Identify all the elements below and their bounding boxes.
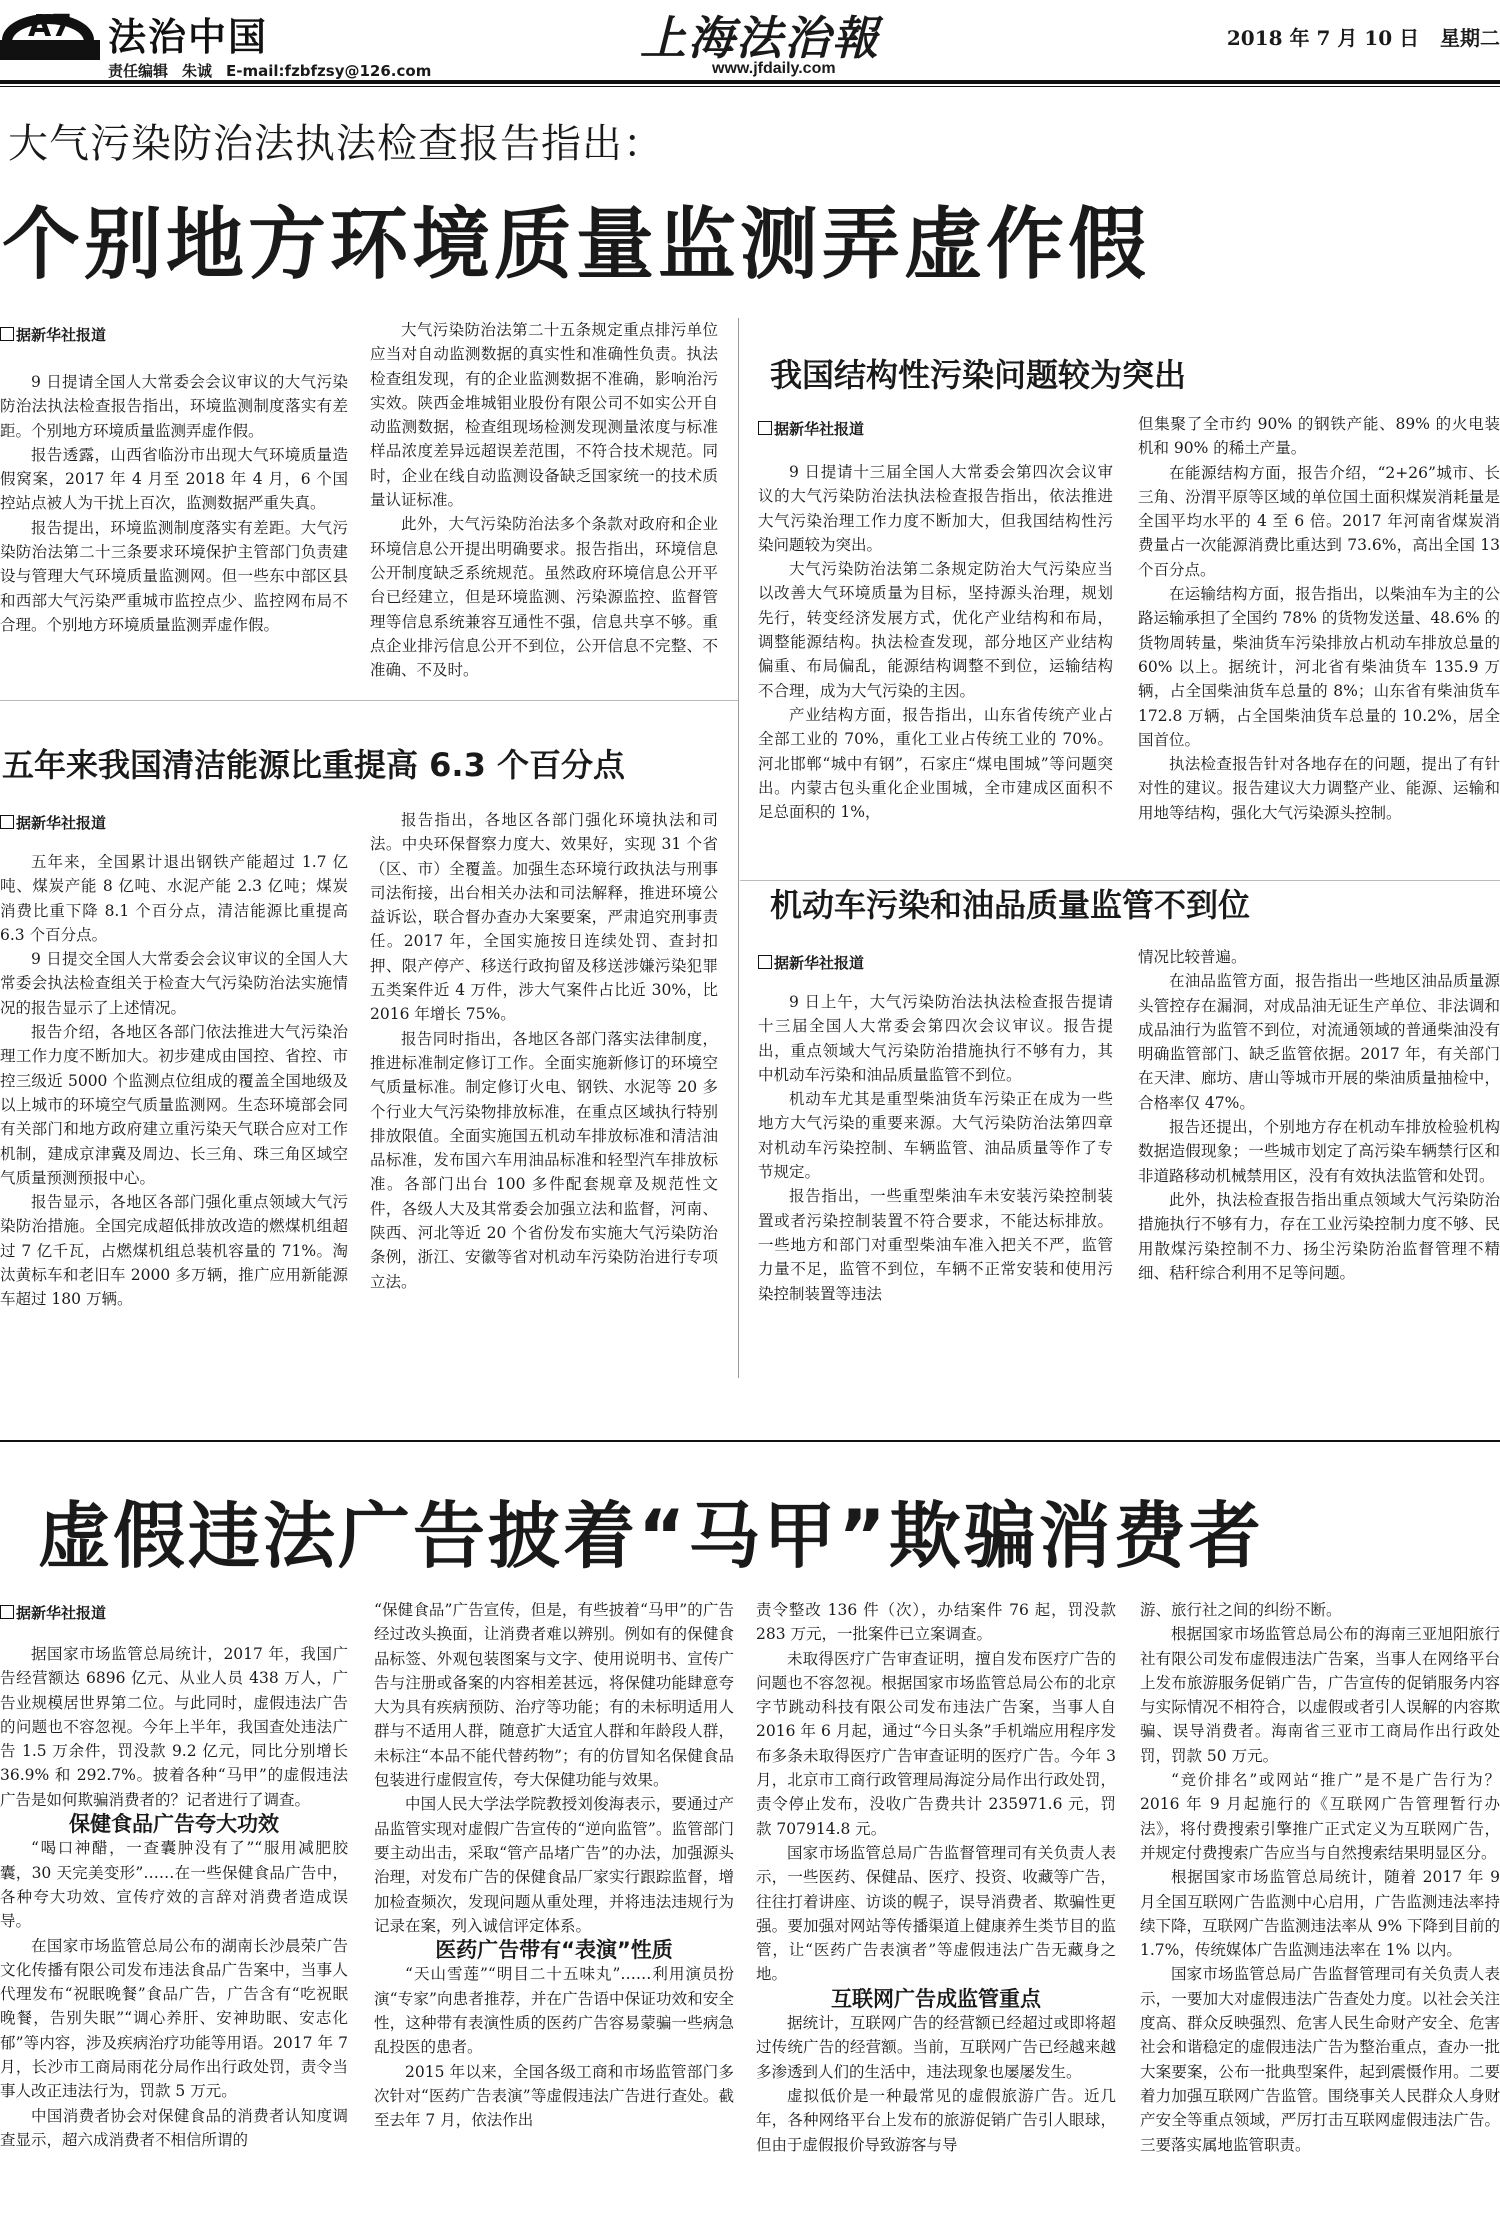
story1-kicker: 大气污染防治法执法检查报告指出：	[8, 121, 664, 167]
story3-byline: 据新华社报道	[0, 812, 106, 833]
paragraph: “保健食品”广告宣传，但是，有些披着“马甲”的广告经过改头换面，让消费者难以辨别。例如有的保健食品标签、外观包装图案与文字、使用说明书、宣传广告与注册或备案的内容相差甚远，将保健功能肆意夸大为具有疾病预防、治疗等功能；有的未标明适用人群与不适用人群，随意扩大适宜人群和年龄段人群，未标注“本品不能代替药物”；有的仿冒知名保健食品包装进行虚假宣传，夸大保健功能与效果。	[374, 1601, 734, 1790]
story5-byline: 据新华社报道	[0, 1602, 106, 1623]
masthead-rule-thin	[0, 86, 1500, 87]
story5-column-4	[1140, 1598, 1500, 2227]
story2-byline: 据新华社报道	[758, 418, 864, 439]
story5-column-3	[756, 1598, 1116, 2227]
story4-byline: 据新华社报道	[758, 952, 864, 973]
story-separator	[0, 700, 738, 701]
paragraph: 9 日提交全国人大常委会会议审议的全国人大常委会执法检查组关于检查大气污染防治法实施情况的报告显示了上述情况。	[0, 950, 348, 1017]
story5-column-2	[374, 1598, 734, 2227]
story2-column-2	[1138, 412, 1500, 880]
story4-headline: 机动车污染和油品质量监管不到位	[770, 886, 1251, 924]
story4-column-1	[758, 990, 1113, 1365]
story2-headline: 我国结构性污染问题较为突出	[770, 356, 1187, 394]
masthead-rule	[0, 80, 1500, 84]
story2-column-1	[758, 460, 1113, 880]
paragraph: 报告指出，各地区各部门强化环境执法和司法。中央环保督察力度大、效果好，实现 31 个省（区、市）全覆盖。加强生态环境行政执法与刑事司法衔接，出台相关办法和司法解释，推进环境公益诉讼，联合督办查办大案要案，严肃追究刑事责任。2017 年，全国实施按日连续处罚、查封扣押、限产停产、移送行政拘留及移送涉嫌污染犯罪五类案件近 4 万件，涉大气案件占比近 30%，比 2016 年增长 75%。	[370, 811, 718, 1024]
paragraph: 9 日提请十三届全国人大常委会第四次会议审议的大气污染防治法执法检查报告指出，依法推进大气污染治理工作力度不断加大，但我国结构性污染问题较为突出。	[758, 463, 1113, 554]
paragraph: 在运输结构方面，报告指出，以柴油车为主的公路运输承担了全国约 78% 的货物发送量、48.6% 的货物周转量，柴油货车污染排放占机动车排放总量的 60% 以上。据统计，河北省有柴油货车 135.9 万辆，占全国柴油货车总量的 8%；山东省有柴油货车 172.8 万辆，占全国柴油货车总量的 10.2%，居全国首位。	[1138, 585, 1500, 749]
paragraph: 大气污染防治法第二十五条规定重点排污单位应当对自动监测数据的真实性和准确性负责。执法检查组发现，有的企业监测数据不准确，影响治污实效。陕西金堆城钼业股份有限公司不如实公开自动监测数据，检查组现场检测发现测量浓度与标准样品浓度差异远超误差范围，不符合技术规范。同时，企业在线自动监测设备缺乏国家统一的技术质量认证标准。	[370, 321, 718, 510]
paragraph: 但集聚了全市约 90% 的钢铁产能、89% 的火电装机和 90% 的稀土产量。	[1138, 415, 1500, 458]
story5-subhead-2: 医药广告带有“表演”性质	[435, 1938, 673, 1963]
editor-label: 责任编辑	[108, 62, 169, 80]
paragraph: 在油品监管方面，报告指出一些地区油品质量源头管控存在漏洞，对成品油无证生产单位、非法调和成品油行为监管不到位，对流通领域的普通柴油没有明确监管部门、缺乏监管依据。2017 年，有关部门在天津、廊坊、唐山等城市开展的柴油质量抽检中，合格率仅 47%。	[1138, 972, 1500, 1112]
story5-headline: 虚假违法广告披着“马甲”欺骗消费者	[38, 1494, 1264, 1578]
paragraph: 责令整改 136 件（次），办结案件 76 起，罚没款 283 万元，一批案件已立案调查。	[756, 1601, 1116, 1644]
story3-column-2	[370, 808, 718, 1350]
section-name: 法治中国	[108, 15, 269, 59]
paragraph: 报告介绍，各地区各部门依法推进大气污染治理工作力度不断加大。初步建成由国控、省控、市控三级近 5000 个监测点位组成的覆盖全国地级及以上城市的环境空气质量监测网。生态环境部会同有关部门和地方政府建立重污染天气联合应对工作机制，建成京津冀及周边、长三角、珠三角区域空气质量预测预报中心。	[0, 1023, 348, 1187]
paragraph: 报告指出，一些重型柴油车未安装污染控制装置或者污染控制装置不符合要求，不能达标排放。一些地方和部门对重型柴油车准入把关不严，监管力量不足，监管不到位，车辆不正常安装和使用污染控制装置等违法	[758, 1187, 1113, 1303]
story-separator	[0, 1440, 1500, 1442]
paragraph: “天山雪莲”“明目二十五味丸”……利用演员扮演“专家”向患者推荐，并在广告语中保证功效和安全性，这种带有表演性质的医药广告容易蒙骗一些病急乱投医的患者。	[374, 1965, 734, 2057]
editor-name: 朱诚	[182, 62, 213, 80]
paragraph: “喝口神醋，一查囊肿没有了”“服用减肥胶囊，30 天完美变形”……在一些保健食品广告中，各种夸大功效、宣传疗效的言辞对消费者造成误导。	[0, 1839, 348, 1931]
issue-date: 2018 年 7 月 10 日	[1226, 26, 1420, 50]
paragraph: 报告透露，山西省临汾市出现大气环境质量造假窝案，2017 年 4 月至 2018 年 4 月，6 个国控站点被人为干扰上百次，监测数据严重失真。	[0, 445, 348, 513]
story5-subhead-3: 互联网广告成监管重点	[831, 1986, 1041, 2011]
issue-weekday: 星期二	[1440, 26, 1500, 50]
paragraph: 根据国家市场监管总局统计，随着 2017 年 9 月全国互联网广告监测中心启用，广告监测违法率持续下降，互联网广告监测违法率从 9% 下降到目前的 1.7%，传统媒体广告监测违法率在 1% 以内。	[1140, 1868, 1500, 1960]
paragraph: 在国家市场监管总局公布的湖南长沙晨荣广告文化传播有限公司发布违法食品广告案中，当事人代理发布“祝眠晚餐”食品广告，广告含有“吃祝眠晚餐，告别失眠”“调心养肝、安神助眠、安志化郁”等内容，涉及疾病治疗功能等用语。2017 年 7 月，长沙市工商局雨花分局作出行政处罚，责令当事人改正违法行为，罚款 5 万元。	[0, 1936, 348, 2101]
page-number-badge	[0, 0, 100, 60]
editor-email: E-mail:fzbfzsy@126.com	[226, 62, 432, 80]
paragraph: 游、旅行社之间的纠纷不断。	[1140, 1601, 1342, 1619]
paragraph: 在能源结构方面，报告介绍，“2+26”城市、长三角、汾渭平原等区域的单位国土面积煤炭消耗量是全国平均水平的 4 至 6 倍。2017 年河南省煤炭消费量占一次能源消费比重达到 73.6%，高出全国 13 个百分点。	[1138, 463, 1500, 579]
paragraph: 五年来，全国累计退出钢铁产能超过 1.7 亿吨、煤炭产能 8 亿吨、水泥产能 2.3 亿吨；煤炭消费比重下降 8.1 个百分点，清洁能源比重提高 6.3 个百分点。	[0, 853, 348, 944]
paragraph: 根据国家市场监管总局公布的海南三亚旭阳旅行社有限公司发布虚假违法广告案，当事人在网络平台上发布旅游服务促销广告，广告宣传的促销服务内容与实际情况不相符合，以虚假或者引人误解的内容欺骗、误导消费者。海南省三亚市工商局作出行政处罚，罚款 50 万元。	[1140, 1625, 1500, 1765]
paragraph: 虚拟低价是一种最常见的虚假旅游广告。近几年，各种网络平台上发布的旅游促销广告引人眼球，但由于虚假报价导致游客与导	[756, 2086, 1116, 2154]
paragraph: 未取得医疗广告审查证明，擅自发布医疗广告的问题也不容忽视。根据国家市场监管总局公布的北京字节跳动科技有限公司发布违法广告案，当事人自 2016 年 6 月起，通过“今日头条”手机端应用程序发布多条未取得医疗广告审查证明的医疗广告。今年 3 月，北京市工商行政管理局海淀分局作出行政处罚，责令停止发布，没收广告费共计 235971.6 元，罚款 707914.8 元。	[756, 1649, 1116, 1838]
paragraph: 情况比较普遍。	[1138, 948, 1247, 966]
paragraph: 报告还提出，个别地方存在机动车排放检验机构数据造假现象；一些城市划定了高污染车辆禁行区和非道路移动机械禁用区，没有有效执法监管和处罚。	[1138, 1118, 1500, 1185]
paragraph: 执法检查报告针对各地存在的问题，提出了有针对性的建议。报告建议大力调整产业、能源、运输和用地等结构，强化大气污染源头控制。	[1138, 755, 1500, 822]
column-divider	[738, 318, 739, 1378]
paragraph: 中国消费者协会对保健食品的消费者认知度调查显示，超六成消费者不相信所谓的	[0, 2106, 348, 2149]
paragraph: 2015 年以来，全国各级工商和市场监管部门多次针对“医药广告表演”等虚假违法广告进行查处。截至去年 7 月，依法作出	[374, 2062, 734, 2130]
paragraph: 报告显示，各地区各部门强化重点领域大气污染防治措施。全国完成超低排放改造的燃煤机组超过 7 亿千瓦，占燃煤机组总装机容量的 71%。淘汰黄标车和老旧车 2000 多万辆，推广应用新能源车超过 180 万辆。	[0, 1193, 348, 1309]
paragraph: 9 日上午，大气污染防治法执法检查报告提请十三届全国人大常委会第四次会议审议。报告提出，重点领域大气污染防治措施执行不够有力，其中机动车污染和油品质量监管不到位。	[758, 993, 1113, 1084]
story1-column-2	[370, 318, 718, 690]
page-number: A7	[27, 9, 73, 44]
paragraph: 报告同时指出，各地区各部门落实法律制度，推进标准制定修订工作。全面实施新修订的环境空气质量标准。制定修订火电、钢铁、水泥等 20 多个行业大气污染物排放标准，在重点区域执行特别排放限值。全面实施国五机动车排放标准和清洁油品标准，发布国六车用油品标准和轻型汽车排放标准。各部门出台 100 多件配套规章及规范性文件，各级人大及其常委会加强立法和监督，河南、陕西、河北等近 20 个省份发布实施大气污染防治条例，浙江、安徽等省对机动车污染防治进行专项立法。	[370, 1029, 718, 1291]
story1-column-1	[0, 370, 348, 690]
paragraph: 机动车尤其是重型柴油货车污染正在成为一些地方大气污染的重要来源。大气污染防治法第四章对机动车污染控制、车辆监管、油品质量等作了专节规定。	[758, 1090, 1113, 1182]
paragraph: 国家市场监管总局广告监督管理司有关负责人表示，一些医药、保健品、医疗、投资、收藏等广告，往往打着讲座、访谈的幌子，误导消费者、欺骗性更强。要加强对网站等传播渠道上健康养生类节目的监管，让“医药广告表演者”等虚假违法广告无藏身之地。	[756, 1843, 1116, 1984]
story4-column-2	[1138, 945, 1500, 1365]
editor-line	[108, 60, 445, 81]
paragraph: 大气污染防治法第二条规定防治大气污染应当以改善大气环境质量为目标，坚持源头治理，规划先行，转变经济发展方式，优化产业结构和布局，调整能源结构。执法检查发现，部分地区产业结构偏重、布局偏乱，能源结构调整不到位，运输结构不合理，成为大气污染的主因。	[758, 560, 1113, 700]
paragraph: 据统计，互联网广告的经营额已经超过或即将超过传统广告的经营额。当前，互联网广告已经越来越多渗透到人们的生活中，违法现象也屡屡发生。	[756, 2014, 1116, 2081]
paragraph: 此外，大气污染防治法多个条款对政府和企业环境信息公开提出明确要求。报告指出，环境信息公开制度缺乏系统规范。虽然政府环境信息公开平台已经建立，但是环境监测、污染源监控、监督管理等信息系统兼容互通性不强，信息共享不够。重点企业排污信息公开不到位，公开信息不完整、不准确、不及时。	[370, 515, 718, 680]
story3-column-1	[0, 850, 348, 1350]
date-line	[1227, 22, 1500, 51]
paragraph: 据国家市场监管总局统计，2017 年，我国广告经营额达 6896 亿元、从业人员 438 万人，广告业规模居世界第二位。与此同时，虚假违法广告的问题也不容忽视。今年上半年，我国查处违法广告 1.5 万余件，罚没款 9.2 亿元，同比分别增长 36.9% 和 292.7%。披着各种“马甲”的虚假违法广告是如何欺骗消费者的？记者进行了调查。	[0, 1645, 348, 1809]
paragraph: 报告提出，环境监测制度落实有差距。大气污染防治法第二十三条要求环境保护主管部门负责建设与管理大气环境质量监测网。但一些东中部区县和西部大气污染严重城市监控点少、监控网布局不合理。个别地方环境质量监测弄虚作假。	[0, 518, 348, 634]
paper-url: www.jfdaily.com	[712, 60, 836, 77]
paragraph: 国家市场监管总局广告监督管理司有关负责人表示，一要加大对虚假违法广告查处力度。以社会关注度高、群众反映强烈、危害人民生命财产安全、危害社会和谐稳定的虚假违法广告为整治重点，查办一批大案要案，公布一批典型案件，起到震慑作用。二要着力加强互联网广告监管。围绕事关人民群众人身财产安全等重点领域，严厉打击互联网虚假违法广告。三要落实属地监管职责。	[1140, 1965, 1500, 2154]
story5-column-1	[0, 1642, 348, 2227]
paragraph: 此外，执法检查报告指出重点领域大气污染防治措施执行不够有力，存在工业污染控制力度不够、民用散煤污染控制不力、扬尘污染防治监督管理不精细、秸秆综合利用不足等问题。	[1138, 1190, 1500, 1282]
paragraph: 中国人民大学法学院教授刘俊海表示，要通过产品监管实现对虚假广告宣传的“逆向监管”。监管部门要主动出击，采取“管产品堵广告”的办法，加强源头治理，对发布广告的保健食品厂家实行跟踪监督，增加检查频次，发现问题从重处理，并将违法违规行为记录在案，列入诚信评定体系。	[374, 1795, 734, 1935]
paragraph: 9 日提请全国人大常委会会议审议的大气污染防治法执法检查报告指出，环境监测制度落实有差距。个别地方环境质量监测弄虚作假。	[0, 373, 348, 440]
paragraph: “竞价排名”或网站“推广”是不是广告行为？2016 年 9 月起施行的《互联网广告管理暂行办法》，将付费搜索引擎推广正式定义为互联网广告，并规定付费搜索广告应当与自然搜索结果明显区分。	[1140, 1771, 1500, 1862]
story5-subhead-1: 保健食品广告夸大功效	[69, 1812, 279, 1837]
story1-headline: 个别地方环境质量监测弄虚作假	[2, 200, 1151, 290]
paragraph: 产业结构方面，报告指出，山东省传统产业占全部工业的 70%，重化工业占传统工业的 70%。河北邯郸“城中有钢”，石家庄“煤电围城”等问题突出。内蒙古包头重化企业围城，全市建成区面积不足总面积的 1%，	[758, 705, 1113, 822]
story1-byline: 据新华社报道	[0, 324, 106, 345]
story3-headline: 五年来我国清洁能源比重提高 6.3 个百分点	[2, 746, 625, 784]
paper-name-logo: 上海法治報	[640, 11, 880, 65]
